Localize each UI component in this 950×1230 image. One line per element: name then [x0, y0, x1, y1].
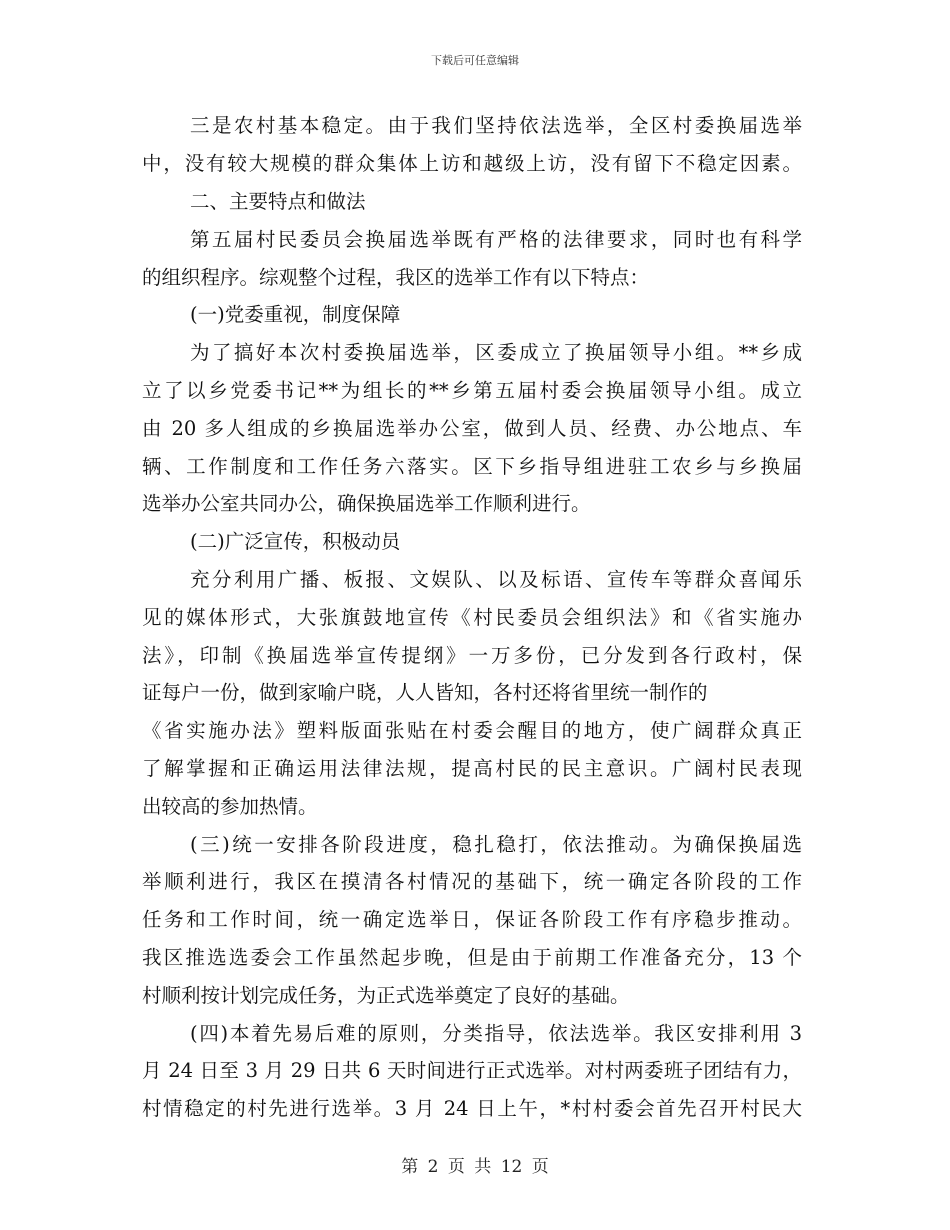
paragraph-line: 证每户一份，做到家喻户晓，人人皆知，各村还将省里统一制作的 — [142, 681, 708, 704]
paragraph-line: 见的媒体形式，大张旗鼓地宣传《村民委员会组织法》和《省实施办 — [142, 606, 802, 629]
paragraph-line: 辆、工作制度和工作任务六落实。区下乡指导组进驻工农乡与乡换届 — [142, 455, 802, 478]
paragraph-line: 我区推选选委会工作虽然起步晚，但是由于前期工作准备充分，13 个 — [142, 946, 802, 969]
paragraph-line: (三)统一安排各阶段进度，稳扎稳打，依法推动。为确保换届选 — [190, 833, 802, 856]
paragraph-line: 法》，印制《换届选举宣传提纲》一万多份，已分发到各行政村，保 — [142, 644, 802, 667]
paragraph-line: 任务和工作时间，统一确定选举日，保证各阶段工作有序稳步推动。 — [142, 908, 802, 931]
section-heading: 二、主要特点和做法 — [190, 190, 366, 213]
page-header: 下载后可任意编辑 — [431, 54, 519, 67]
paragraph-line: 月 24 日至 3 月 29 日共 6 天时间进行正式选举。对村两委班子团结有力， — [142, 1059, 802, 1082]
page-number: 第 2 页 共 12 页 — [401, 1157, 549, 1177]
paragraph-line: 《省实施办法》塑料版面张贴在村委会醒目的地方，使广阔群众真正 — [142, 719, 802, 742]
paragraph-line: 三是农村基本稳定。由于我们坚持依法选举，全区村委换届选举 — [190, 114, 802, 137]
subsection-heading: (一)党委重视，制度保障 — [190, 303, 401, 326]
paragraph-line: 充分利用广播、板报、文娱队、以及标语、宣传车等群众喜闻乐 — [190, 568, 802, 591]
paragraph-line: 立了以乡党委书记**为组长的**乡第五届村委会换届领导小组。成立 — [142, 379, 802, 402]
paragraph-line: 选举办公室共同办公，确保换届选举工作顺利进行。 — [142, 492, 591, 515]
paragraph-line: 了解掌握和正确运用法律法规，提高村民的民主意识。广阔村民表现 — [142, 757, 802, 780]
paragraph-line: 的组织程序。综观整个过程，我区的选举工作有以下特点： — [142, 266, 650, 289]
paragraph-line: 中，没有较大规模的群众集体上访和越级上访，没有留下不稳定因素。 — [142, 152, 802, 175]
paragraph-line: 举顺利进行，我区在摸清各村情况的基础下，统一确定各阶段的工作 — [142, 870, 802, 893]
paragraph-line: 第五届村民委员会换届选举既有严格的法律要求，同时也有科学 — [190, 228, 802, 251]
subsection-heading: (二)广泛宣传，积极动员 — [190, 530, 401, 553]
paragraph-line: 为了搞好本次村委换届选举，区委成立了换届领导小组。**乡成 — [190, 341, 802, 364]
paragraph-line: 村顺利按计划完成任务，为正式选举奠定了良好的基础。 — [142, 984, 630, 1007]
paragraph-line: (四)本着先易后难的原则，分类指导，依法选举。我区安排利用 3 — [190, 1022, 802, 1045]
paragraph-line: 由 20 多人组成的乡换届选举办公室，做到人员、经费、办公地点、车 — [142, 417, 802, 440]
paragraph-line: 村情稳定的村先进行选举。3 月 24 日上午，*村村委会首先召开村民大 — [142, 1097, 802, 1120]
paragraph-line: 出较高的参加热情。 — [142, 795, 318, 818]
